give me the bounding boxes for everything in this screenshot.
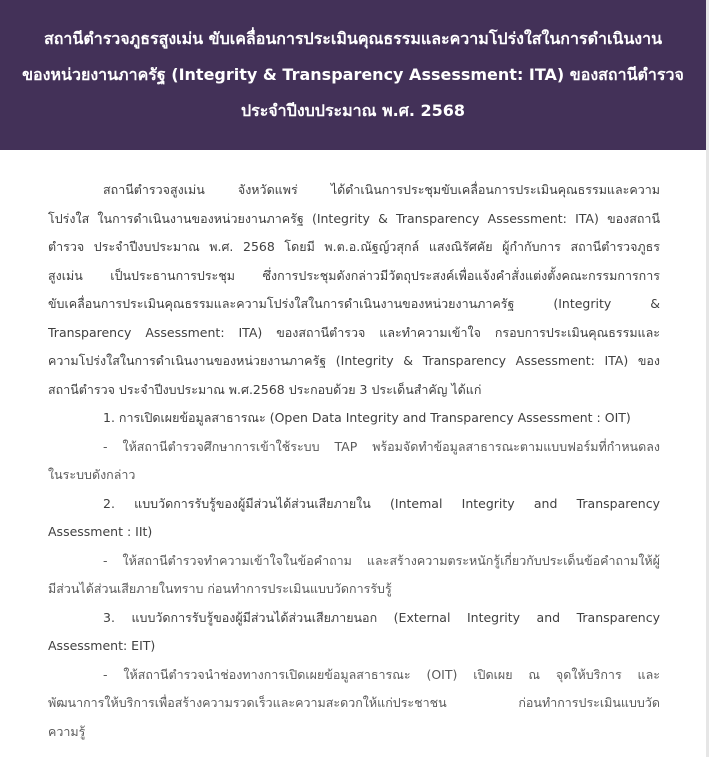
paragraph-line: สถานีตำรวจ ประจำปีงบประมาณ พ.ศ.2568 ประกอบด้วย 3 ประเด็นสำคัญ ได้แก่ (48, 381, 482, 397)
paragraph-line: ขับเคลื่อนการประเมินคุณธรรมและความโปร่งใสในการดำเนินงานของหน่วยงานภาครัฐ (Integrity & (48, 296, 660, 311)
item-3-heading-continued: Assessment: EIT) (48, 638, 156, 653)
paragraph-line: สูงเม่น เป็นประธานการประชุม ซึ่งการประชุมดังกล่าวมีวัตถุประสงค์เพื่อแจ้งคำสั่งแต่งตั้งคณะกรรมการการ (48, 267, 660, 283)
paragraph-line: ตำรวจ ประจำปีงบประมาณ พ.ศ. 2568 โดยมี พ.ต.อ.ณัฐญ์วสุกล์ แสงณิรัศคัย ผู้กำกับการ สถานีตำรวจภูธร (48, 239, 660, 254)
item-2-detail-line: มีส่วนได้ส่วนเสียภายในทราบ ก่อนทำการประเมินแบบวัดการรับรู้ (48, 581, 392, 596)
paragraph-line: โปร่งใส ในการดำเนินงานของหน่วยงานภาครัฐ (Integrity & Transparency Assessment: ITA) ของสถานี (48, 210, 660, 226)
paragraph-line: สถานีตำรวจสูงเม่น จังหวัดแพร่ ได้ดำเนินการประชุมขับเคลื่อนการประเมินคุณธรรมและความ (103, 182, 660, 197)
paragraph-line: Transparency Assessment: ITA) ของสถานีตำรวจ และทำความเข้าใจ กรอบการประเมินคุณธรรมและ (48, 324, 660, 340)
article-title-line-1: สถานีตำรวจภูธรสูงเม่น ขับเคลื่อนการประเมินคุณธรรมและความโปร่งใสในการดำเนินงาน (43, 29, 663, 48)
item-3-detail-line: ความรู้ (48, 723, 86, 739)
article-title-line-2: ของหน่วยงานภาครัฐ (Integrity & Transparency Assessment: ITA) ของสถานีตำรวจ (22, 65, 684, 84)
article-title-line-3: ประจำปีงบประมาณ พ.ศ. 2568 (240, 101, 466, 120)
paragraph-line: ความโปร่งใสในการดำเนินงานของหน่วยงานภาครัฐ (Integrity & Transparency Assessment: ITA) ของ (48, 353, 660, 368)
article-header (0, 0, 709, 150)
item-1-detail-line: - ให้สถานีตำรวจศึกษาการเข้าใช้ระบบ TAP พร้อมจัดทำข้อมูลสาธารณะตามแบบฟอร์มที่กำหนดลง (103, 438, 660, 454)
item-2-heading-continued: Assessment : IIt) (48, 524, 153, 539)
item-1-detail-line: ในระบบดังกล่าว (48, 467, 136, 482)
item-1-heading: 1. การเปิดเผยข้อมูลสาธารณะ (Open Data Integrity and Transparency Assessment : OIT) (103, 410, 631, 425)
item-3-heading: 3. แบบวัดการรับรู้ของผู้มีส่วนได้ส่วนเสียภายนอก (External Integrity and Transparency (103, 609, 660, 625)
article-body (48, 176, 660, 746)
item-2-heading: 2. แบบวัดการรับรู้ของผู้มีส่วนได้ส่วนเสียภายใน (Intemal Integrity and Transparency (103, 495, 660, 511)
item-2-detail-line: - ให้สถานีตำรวจทำความเข้าใจในข้อคำถาม และสร้างความตระหนักรู้เกี่ยวกับประเด็นข้อคำถามให้ผู้ (103, 552, 660, 568)
item-3-detail-line: พัฒนาการให้บริการเพื่อสร้างความรวดเร็วและความสะดวกให้แก่ประชาชน ก่อนทำการประเมินแบบวัด (48, 695, 660, 710)
item-3-detail-line: - ให้สถานีตำรวจนำช่องทางการเปิดเผยข้อมูลสาธารณะ (OIT) เปิดเผย ณ จุดให้บริการ และ (103, 666, 660, 682)
